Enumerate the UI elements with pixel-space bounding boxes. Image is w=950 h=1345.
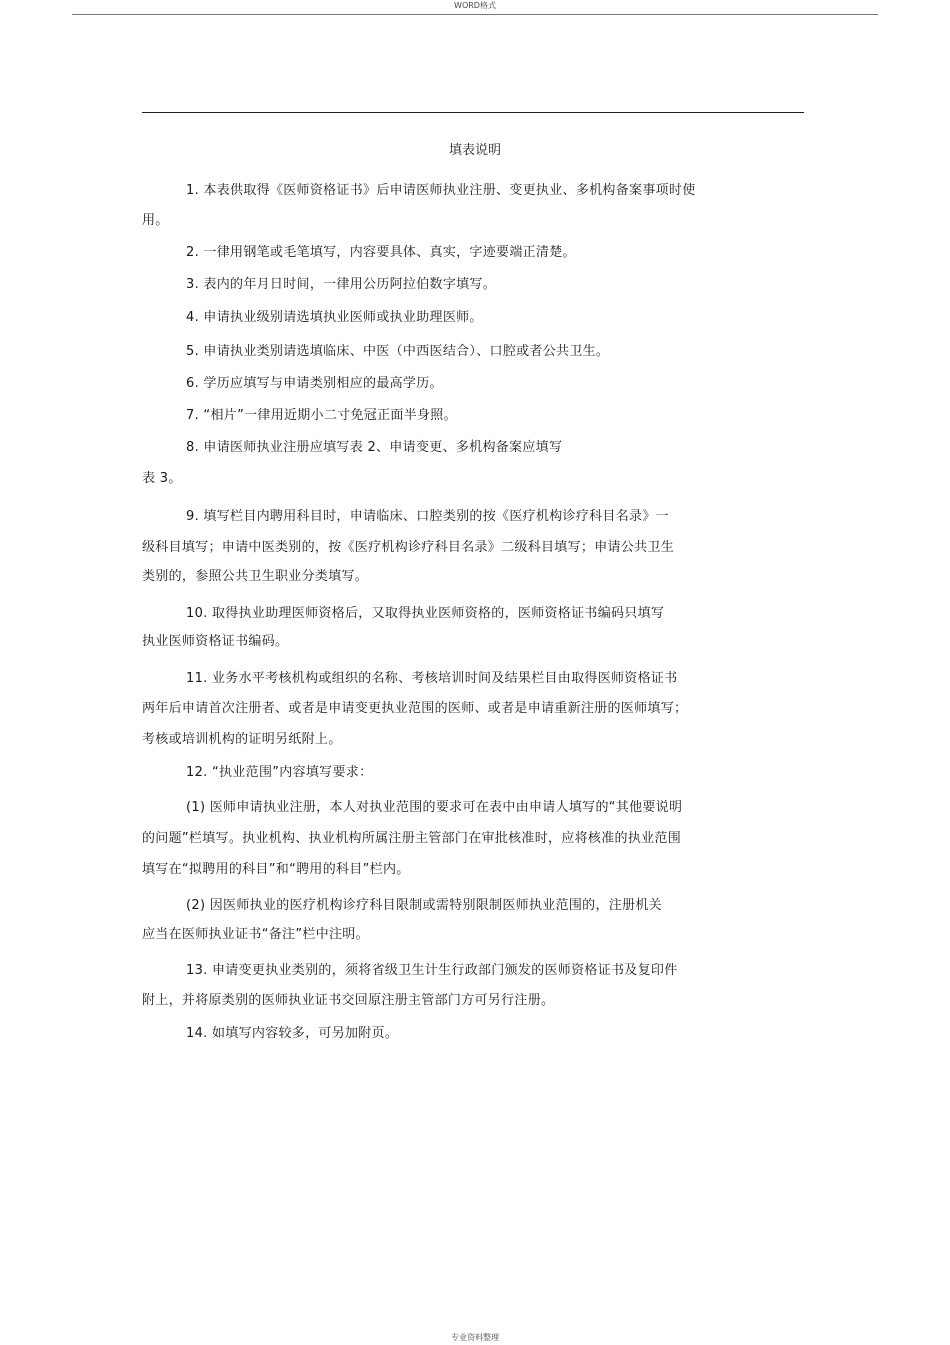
instruction-13-line-2: 附上，并将原类别的医师执业证书交回原注册主管部门方可另行注册。 [142,993,555,1008]
instruction-7: 7. “相片”一律用近期小二寸免冠正面半身照。 [186,408,457,423]
instruction-10-line-1: 10. 取得执业助理医师资格后，又取得执业医师资格的，医师资格证书编码只填写 [186,606,665,621]
instruction-9-line-1: 9. 填写栏目内聘用科目时，申请临床、口腔类别的按《医疗机构诊疗科目名录》一 [186,509,669,524]
instruction-1-line-2: 用。 [142,213,169,228]
instruction-12-1-line-1: (1) 医师申请执业注册，本人对执业范围的要求可在表中由申请人填写的“其他要说明 [186,800,683,815]
instruction-11-line-2: 两年后申请首次注册者、或者是申请变更执业范围的医师、或者是申请重新注册的医师填写； [142,701,688,716]
instruction-12-2-line-2: 应当在医师执业证书“备注”栏中注明。 [142,927,369,942]
page-footer-text: 专业资料整理 [451,1333,499,1342]
document-title: 填表说明 [448,143,501,158]
instruction-1-line-1: 1. 本表供取得《医师资格证书》后申请医师执业注册、变更执业、多机构备案事项时使 [186,183,696,198]
instruction-12-2-line-1: (2) 因医师执业的医疗机构诊疗科目限制或需特别限制医师执业范围的，注册机关 [186,898,662,913]
instruction-14: 14. 如填写内容较多，可另加附页。 [186,1026,399,1041]
instruction-11-line-1: 11. 业务水平考核机构或组织的名称、考核培训时间及结果栏目由取得医师资格证书 [186,671,678,686]
instruction-9-line-3: 类别的，参照公共卫生职业分类填写。 [142,569,369,584]
instruction-6: 6. 学历应填写与申请类别相应的最高学历。 [186,376,443,391]
instruction-5: 5. 申请执业类别请选填临床、中医（中西医结合）、口腔或者公共卫生。 [186,344,610,359]
instruction-11-line-3: 考核或培训机构的证明另纸附上。 [142,732,342,747]
instruction-8-line-2: 表 3。 [142,471,182,486]
instruction-10-line-2: 执业医师资格证书编码。 [142,634,289,649]
instruction-13-line-1: 13. 申请变更执业类别的，须将省级卫生计生行政部门颁发的医师资格证书及复印件 [186,963,678,978]
instruction-2: 2. 一律用钢笔或毛笔填写，内容要具体、真实，字迹要端正清楚。 [186,245,576,260]
instruction-12: 12. “执业范围”内容填写要求： [186,765,373,780]
page-header-text: WORD格式 [454,1,496,10]
instruction-4: 4. 申请执业级别请选填执业医师或执业助理医师。 [186,310,483,325]
instruction-9-line-2: 级科目填写；申请中医类别的，按《医疗机构诊疗科目名录》二级科目填写；申请公共卫生 [142,540,675,555]
instruction-12-1-line-2: 的问题”栏填写。执业机构、执业机构所属注册主管部门在审批核准时，应将核准的执业范围 [142,831,682,846]
top-divider [142,112,804,113]
header-divider [72,14,878,15]
instruction-8-line-1: 8. 申请医师执业注册应填写表 2、申请变更、多机构备案应填写 [186,440,563,455]
instruction-12-1-line-3: 填写在“拟聘用的科目”和“聘用的科目”栏内。 [142,862,410,877]
instruction-3: 3. 表内的年月日时间，一律用公历阿拉伯数字填写。 [186,277,497,292]
